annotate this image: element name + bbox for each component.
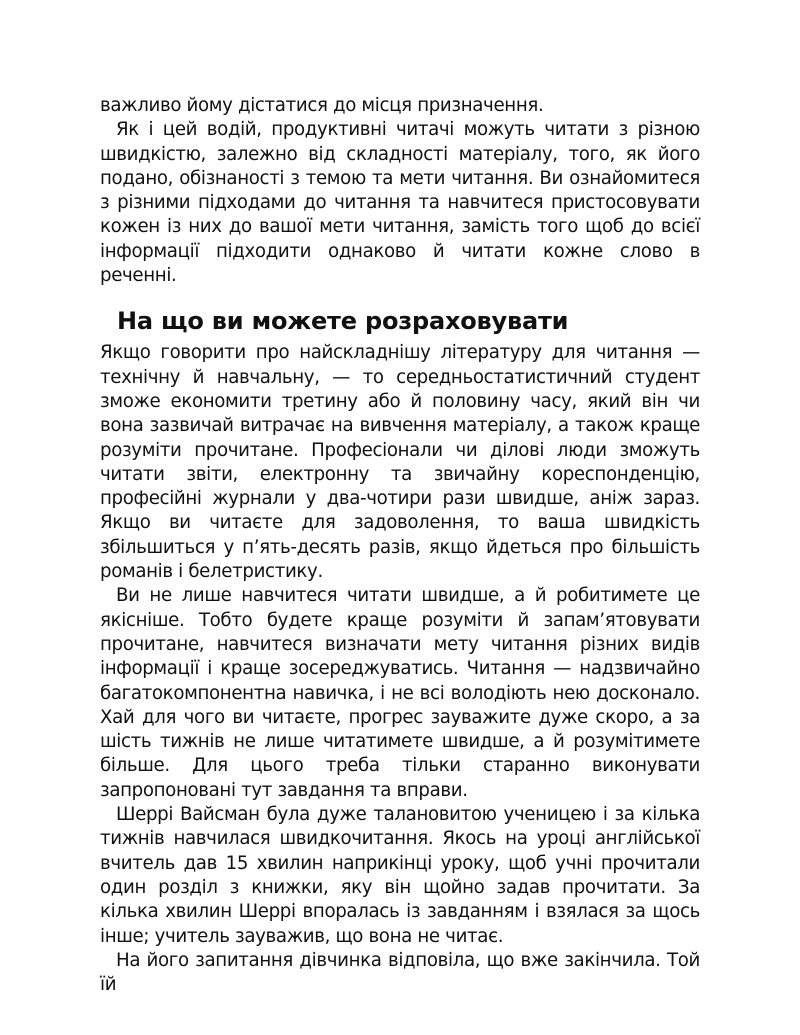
- paragraph-quality: Ви не лише навчитеся читати швидше, а й робитимете це якісніше. Тобто будете краще розуміти й запам’ятовувати прочитане, навчитеся визначати мету читання різних видів інформації і краще зосереджуватись. Читання — надзвичайно багатокомпонентна навичка, і не всі володіють нею досконало. Хай для чого ви читаєте, прогрес зауважите дуже скоро, а за шість тижнів не лише читатимете швидше, а й розумітимете більше. Для цього треба тільки старанно виконувати запропоновані тут завдання та вправи.: [100, 585, 700, 801]
- document-page: [100, 94, 700, 997]
- paragraph-final-line: На його запитання дівчинка відповіла, що вже закінчила. Той їй: [100, 949, 700, 996]
- paragraph-sherry-story: Шеррі Вайсман була дуже талановитою ученицею і за кілька тижнів навчилася швидкочитання. Якось на уроці англійської вчитель дав 15 хвилин наприкінці уроку, щоб учні прочитали один розділ з книжки, яку він щойно задав прочитати. За кілька хвилин Шеррі впоралась із завданням і взялася за щось інше; учитель зауважив, що вона не читає.: [100, 804, 700, 947]
- paragraph-continued: важливо йому дістатися до місця призначення.: [100, 95, 544, 116]
- section-heading: На що ви можете розраховувати: [117, 307, 569, 336]
- paragraph-expectations: Якщо говорити про найскладнішу літературу для читання — технічну й навчальну, — то середньостатистичний студент зможе економити третину або й половину часу, який він чи вона зазвичай витрачає на вивчення матеріалу, а також краще розуміти прочитане. Професіонали чи ділові люди зможуть читати звіти, електронну та звичайну кореспонденцію, професійні журнали у два-чотири рази швидше, аніж зараз. Якщо ви читаєте для задоволення, то ваша швидкість збільшиться у п’ять-десять разів, якщо йдеться про більшість романів і белетристику.: [100, 342, 700, 583]
- paragraph-driver-comparison: Як і цей водій, продуктивні читачі можуть читати з різною швидкістю, залежно від складності матеріалу, того, як його подано, обізнаності з темою та мети читання. Ви ознайомитеся з різними підходами до читання та навчитеся пристосовувати кожен із них до вашої мети читання, замість того щоб до всієї інформації підходити однаково й читати кожне слово в реченні.: [100, 119, 700, 287]
